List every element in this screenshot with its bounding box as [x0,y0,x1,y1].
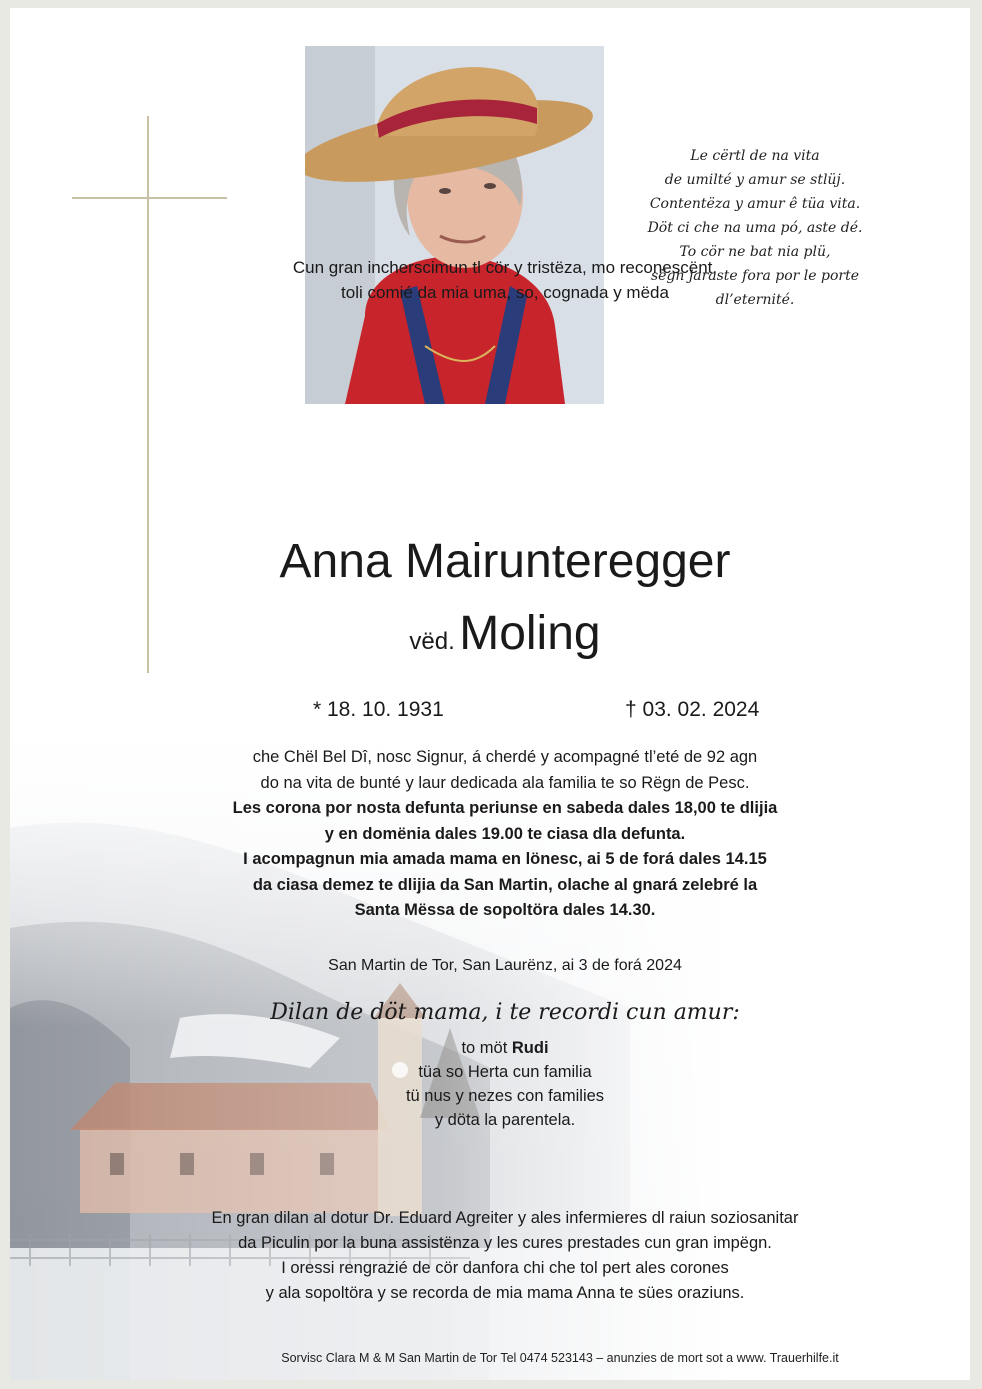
poem-line: Döt ci che na uma pó, aste dé. [647,220,863,236]
place-and-date: San Martin de Tor, San Laurënz, ai 3 de forá 2024 [328,957,682,974]
announcement-text [160,745,850,924]
mourner-line [160,1036,850,1060]
announcement-line: Les corona por nosta defunta periunse en sabeda dales 18,00 te dlijia [232,799,778,817]
obituary-card [10,8,970,1380]
remembrance-line: Dilan de döt mama, i te recordi cun amur: [270,1000,740,1025]
poem-line: Contentëza y amur ê tüa vita. [649,196,861,212]
announcement-line: I acompagnun mia amada mama en lönesc, ai 5 de forá dales 14.15 [243,850,767,868]
widow-prefix: vëd. [409,628,455,655]
mourner-line: tüa so Herta cun familia [418,1063,592,1081]
thanks-line: En gran dilan al dotur Dr. Eduard Agreiter y ales infermieres dl raiun soziosanitar [211,1209,799,1227]
poem-line: de umilté y amur se stlüj. [664,172,846,188]
announcement-line: do na vita de bunté y laur dedicada ala familia te so Rëgn de Pesc. [260,773,750,792]
mourner-line: tü nus y nezes con families [405,1087,605,1105]
death-date: † 03. 02. 2024 [625,698,760,721]
thanks-line: y ala sopoltöra y se recorda de mia mama Anna te sües oraziuns. [265,1284,745,1302]
poem-line: To cör ne bat nia plü, [679,244,831,260]
funeral-service-footer: Sorvisc Clara M & M San Martin de Tor Tel 0474 523143 – anunzies de mort sot a www. Trauerhilfe.it [281,1351,839,1365]
announcement-line: y en domënia dales 19.00 te ciasa dla defunta. [324,824,686,843]
announcement-line: che Chël Bel Dî, nosc Signur, á cherdé y acompagné tl’eté de 92 agn [252,748,758,766]
deceased-name: Anna Mairunteregger [279,535,731,588]
son-name: Rudi [511,1039,549,1057]
acknowledgements [130,1206,880,1306]
announcement-line: Santa Mëssa de sopoltöra dales 14.30. [354,901,656,919]
married-name: Moling [459,607,601,660]
intro-text [160,255,850,305]
poem-line: sëgn jaraste fora por le porte [650,268,859,284]
announcement-line: da ciasa demez te dlijia da San Martin, olache al gnará zelebré la [252,875,758,894]
son-prefix: to möt [461,1039,512,1057]
birth-date: * 18. 10. 1931 [313,698,444,721]
intro-line: toli comié da mia uma, so, cognada y mëda [341,283,669,302]
mourner-line: y döta la parentela. [434,1111,576,1129]
married-name-line [110,606,900,661]
intro-line: Cun gran incherscimun tl cör y tristëza, mo reconescënt, [292,258,718,277]
cross-horizontal-bar [72,197,227,199]
life-dates [110,698,900,728]
poem-line: Le cërtl de na vita [690,148,820,164]
mourners-list [160,1036,850,1132]
poem-line: dl’eternité. [715,292,795,308]
thanks-line: I oressi rengrazié de cör danfora chi che tol pert ales corones [281,1259,729,1277]
thanks-line: da Piculin por la buna assistënza y les cures prestades cun gran impëgn. [238,1234,772,1252]
portrait-photo [305,46,604,404]
